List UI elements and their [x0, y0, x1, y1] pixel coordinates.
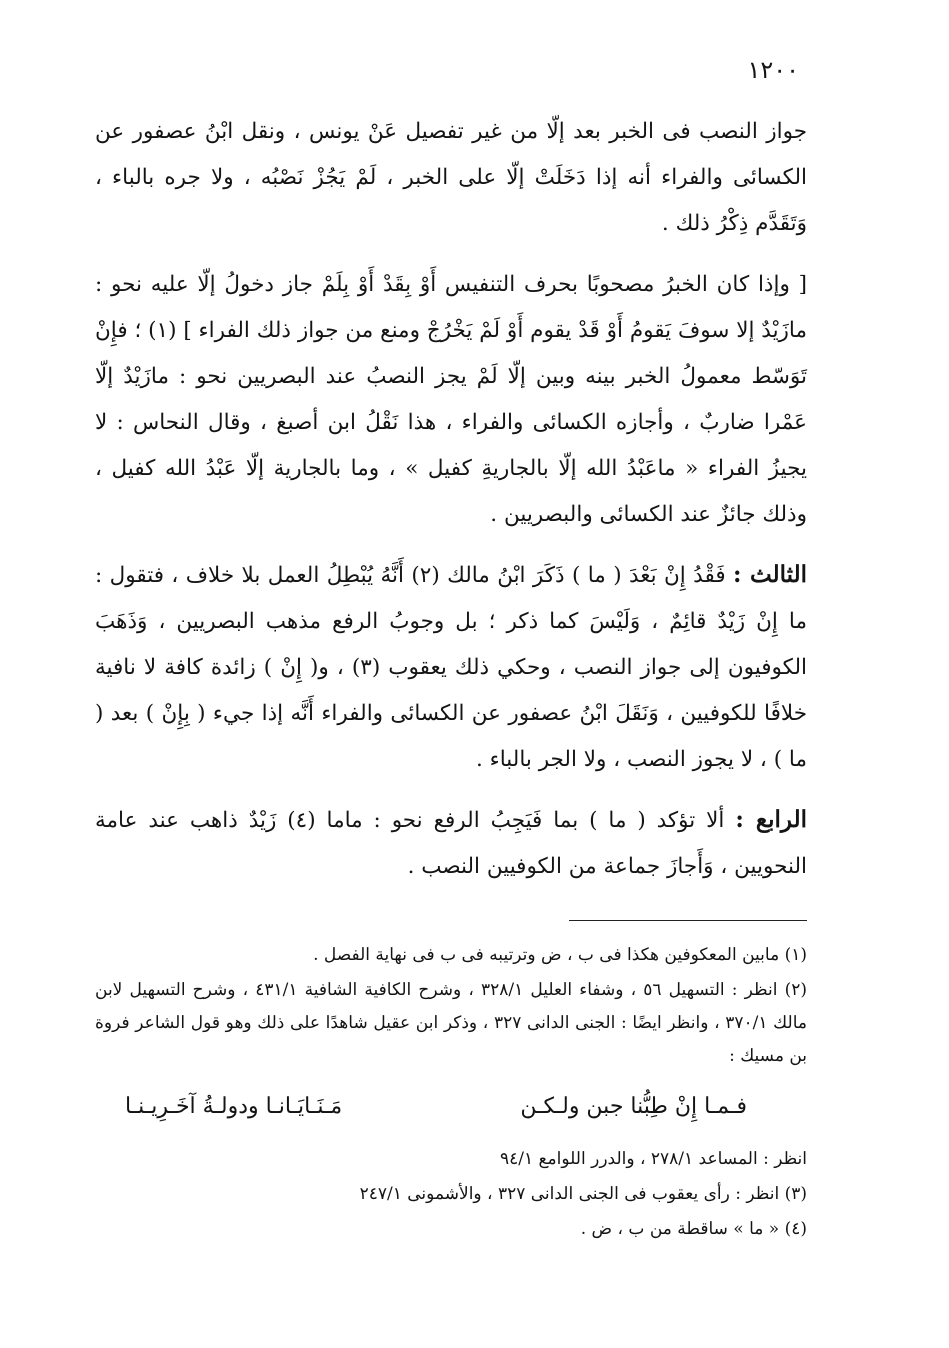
paragraph-text: جواز النصب فى الخبر بعد إلّا من غير تفصيل عَنْ يونس ، ونقل ابْنُ عصفور عن الكسائى والفراء أنه إذا دَخَلَتْ إلّا على الخبر ، لَمْ يَجُزْ نَصْبُه ، ولا جره بالباء ، وَتَقَدَّم ذِكْرُ ذلك .: [95, 119, 807, 236]
footnote-divider: [569, 920, 807, 921]
footnote-1: (١) مابين المعكوفين هكذا فى ب ، ض وترتيبه فى ب فى نهاية الفصل .: [313, 945, 807, 965]
paragraph-lead-third: الثالث :: [733, 561, 807, 588]
footnote-2-continuation: انظر : المساعد ٢٧٨/١ ، والدرر اللوامع ٩٤/١: [499, 1149, 807, 1169]
footnote-4: (٤) « ما » ساقطة من ب ، ض .: [580, 1219, 807, 1239]
paragraph-text: [ وإذا كان الخبرُ مصحوبًا بحرف التنفيس أَوْ بِقَدْ أَوْ بِلَمْ جاز دخولُ إلّا عليه نحو : مازَيْدٌ إلا سوفَ يَقومُ أَوْ قَدْ يقوم أَوْ لَمْ يَخْرُجْ ومنع من جواز ذلك الفراء ] (١) ؛ فإِنْ تَوَسّط معمولُ الخبر بينه وبين إلّا لَمْ يجز النصبُ عند البصريين نحو : مازَيْدٌ إلّا عَمْرا ضاربٌ ، وأجازه الكسائى والفراء ، هذا نَقْلُ ابن أصبغ ، وقال النحاس : لا يجيزُ الفراء « ماعَبْدُ الله إلّا بالجاريةِ كفيل » ، وما بالجارية إلّا عَبْدُ الله كفيل ، وذلك جائزٌ عند الكسائى والبصريين .: [95, 272, 808, 527]
document-page: [95, 50, 807, 1248]
body-paragraph-1: [95, 108, 807, 247]
paragraph-text: ألا تؤكد ( ما ) بما فَيَجِبُ الرفع نحو : ماما (٤) زَيْدٌ ذاهب عند عامة النحويين ، وَأَجازَ جماعة من الكوفيين النصب .: [95, 808, 807, 879]
footnote-2: (٢) انظر : التسهيل ٥٦ ، وشفاء العليل ٣٢٨/١ ، وشرح الكافية الشافية ٤٣١/١ ، وشرح التسهيل لابن مالك ٣٧٠/١ ، وانظر ايضًا : الجنى الدانى ٣٢٧ ، وذكر ابن عقيل شاهدًا على ذلك وهو قول الشاعر فروة بن مسيك :: [95, 980, 807, 1066]
footnote-3: (٣) انظر : رأى يعقوب فى الجنى الدانى ٣٢٧ ، والأشمونى ٢٤٧/١: [359, 1184, 807, 1204]
paragraph-text: فَقْدُ إِنْ بَعْدَ ( ما ) ذَكَرَ ابْنُ مالك (٢) أَنَّهُ يُبْطِلُ العمل بلا خلاف ، فتقول : ما إِنْ زَيْدٌ قائِمٌ ، وَلَيْسَ كما ذكر ؛ بل وجوبُ الرفع مذهب البصريين ، وَذَهَبَ الكوفيون إلى جواز النصب ، وحكي ذلك يعقوب (٣) ، و( إِنْ ) زائدة كافة لا نافية خلافًا للكوفيين ، وَنَقَلَ ابْنُ عصفور عن الكسائى والفراء أَنَّه إذا جيء ( بِإِنْ ) بعد ( ما ) ، لا يجوز النصب ، ولا الجر بالباء .: [95, 563, 807, 772]
body-paragraph-3: [95, 552, 807, 783]
verse-first-hemistich: فـمـا إِنْ طِبُّنا جبن ولـكـن: [520, 1094, 747, 1119]
paragraph-lead-fourth: الرابع :: [735, 806, 807, 833]
body-paragraph-2: [95, 261, 807, 538]
poetry-verse: [125, 1087, 747, 1127]
body-paragraph-4: [95, 797, 807, 890]
verse-second-hemistich: مَـنَـايَـانـا ودولـةُ آخَـرِيـنـا: [125, 1094, 343, 1119]
page-number: ١٢٠٠: [747, 56, 799, 84]
